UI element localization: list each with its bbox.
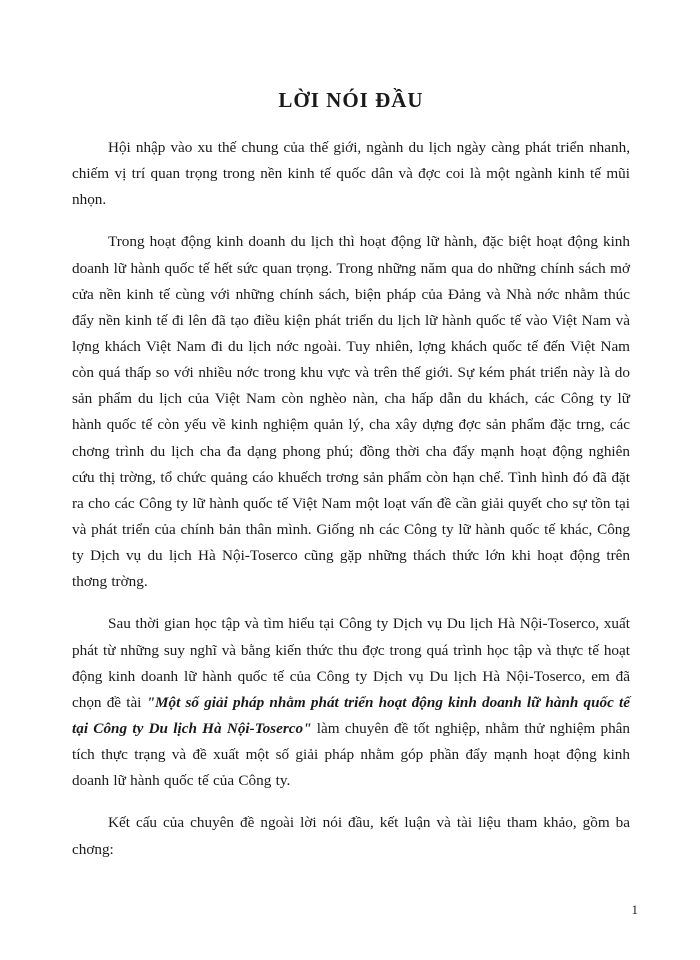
page-number: 1	[631, 902, 638, 917]
page-title: LỜI NÓI ĐẦU	[278, 88, 424, 112]
paragraph-topic	[72, 611, 630, 794]
paragraph-structure: Kết cấu của chuyên đề ngoài lời nói đầu, kết luận và tài liệu tham khảo, gồm ba chơng:	[72, 814, 630, 858]
paragraph-intro: Hội nhập vào xu thế chung của thế giới, ngành du lịch ngày càng phát triển nhanh, chiếm vị trí quan trọng trong nền kinh tế quốc dân và đợc coi là một ngành kinh tế mũi nhọn.	[72, 139, 630, 209]
paragraph-topic-after: làm chuyên đề tốt nghiệp, nhằm thử nghiệm phân tích thực trạng và đề xuất một số giải pháp nhằm góp phần đẩy mạnh hoạt động kinh doanh lữ hành quốc tế của Công ty.	[72, 719, 630, 790]
paragraph-topic-before: Sau thời gian học tập và tìm hiểu tại Công ty Dịch vụ Du lịch Hà Nội-Toserco, xuất phát từ những suy nghĩ và bằng kiến thức thu đợc trong quá trình học tập và thực tế hoạt động kinh doanh lữ hành quốc tế của Công ty Dịch vụ Du lịch Hà Nội-Toserco, em đã chọn đề tài	[72, 615, 630, 711]
paragraph-context: Trong hoạt động kinh doanh du lịch thì hoạt động lữ hành, đặc biệt hoạt động kinh doanh lữ hành quốc tế hết sức quan trọng. Trong những năm qua do những chính sách mở cửa nền kinh tế cùng với những chính sách, biện pháp của Đảng và Nhà nớc nhằm thúc đẩy nền kinh tế đi lên đã tạo điều kiện phát triển du lịch lữ hành quốc tế vào Việt Nam và lợng khách Việt Nam đi du lịch nớc ngoài. Tuy nhiên, lợng khách quốc tế đến Việt Nam còn quá thấp so với nhiều nớc trong khu vực và trên thế giới. Sự kém phát triển này là do sản phẩm du lịch của Việt Nam còn nghèo nàn, cha hấp dẫn du khách, các Công ty lữ hành quốc tế còn yếu về kinh nghiệm quản lý, cha xây dựng đợc sản phẩm đặc trng, các chơng trình du lịch cha đa dạng phong phú; đồng thời cha đẩy mạnh hoạt động nghiên cứu thị trờng, tổ chức quảng cáo khuếch trơng sản phẩm còn hạn chế. Tình hình đó đã đặt ra cho các Công ty lữ hành quốc tế Việt Nam một loạt vấn đề cần giải quyết cho sự tồn tại và phát triển của chính bản thân mình. Giống nh các Công ty lữ hành quốc tế khác, Công ty Dịch vụ du lịch Hà Nội-Toserco cũng gặp những thách thức lớn khi hoạt động trên thơng trờng.	[72, 233, 630, 591]
thesis-title: "Một số giải pháp nhằm phát triển hoạt động kinh doanh lữ hành quốc tế tại Công ty Du lịch Hà Nội-Toserco"	[72, 693, 630, 737]
